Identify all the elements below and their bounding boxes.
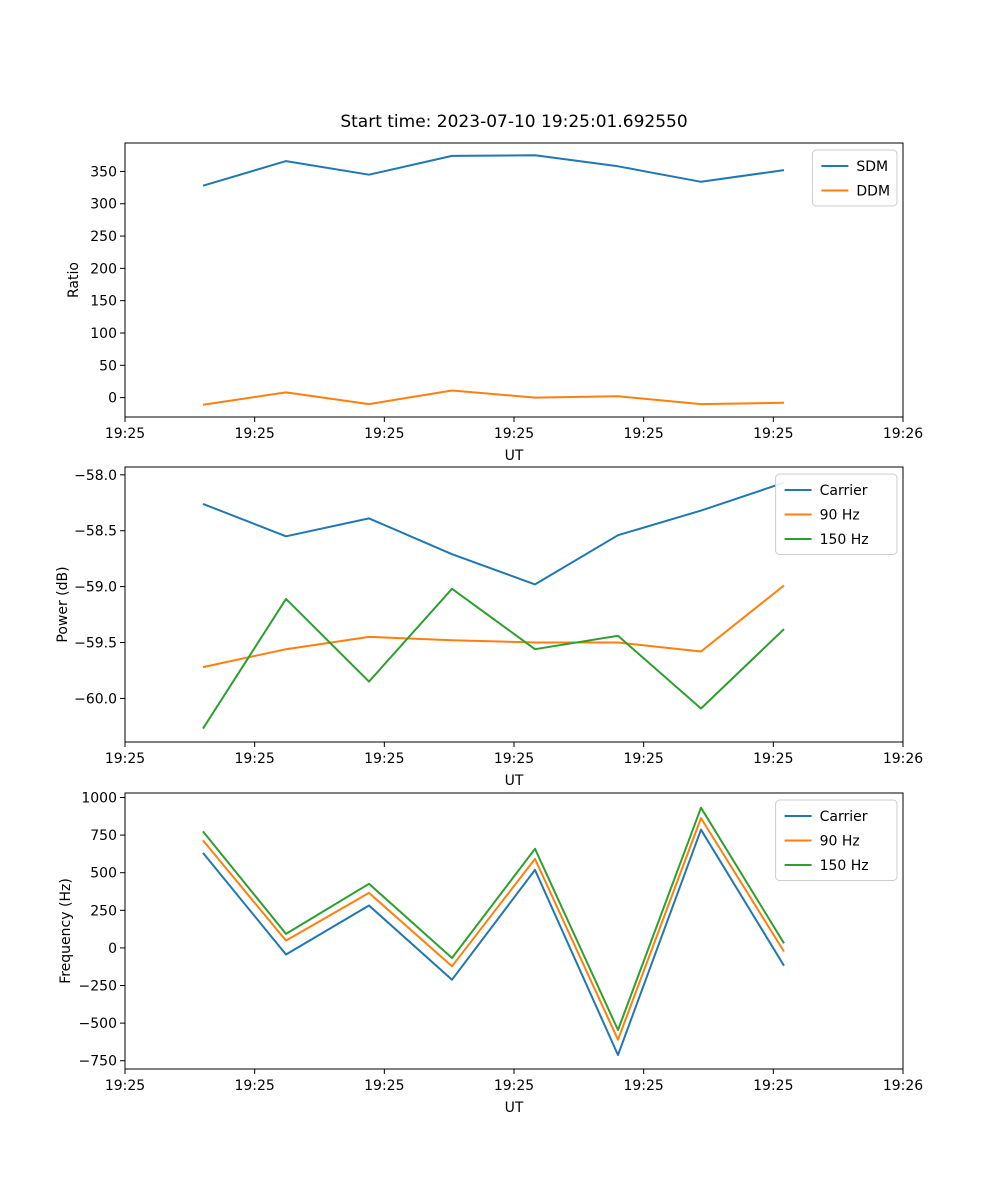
y-tick-label: 1000: [81, 790, 117, 807]
y-tick-label: −250: [78, 978, 117, 995]
figure-title: Start time: 2023-07-10 19:25:01.692550: [340, 112, 688, 132]
plot-1-frame: [125, 143, 903, 417]
plot-3-x-axis: [105, 1069, 923, 1094]
plot-3-y-axis: [79, 791, 125, 1070]
y-tick-label: −60.0: [74, 691, 117, 708]
plot-3-ylabel: Frequency (Hz): [58, 878, 74, 984]
plot-1-ylabel: Ratio: [66, 262, 82, 298]
x-tick-label: 19:25: [753, 751, 794, 767]
90-hz-line: [203, 818, 784, 1040]
x-tick-label: 19:25: [104, 426, 146, 442]
plot-1-x-axis: [105, 417, 923, 442]
y-tick-label: 750: [90, 828, 117, 845]
x-tick-label: 19:25: [753, 426, 794, 442]
legend-label: 90 Hz: [819, 507, 860, 524]
plot-1-legend: [812, 150, 897, 206]
x-tick-label: 19:25: [753, 1078, 794, 1094]
x-tick-label: 19:25: [493, 426, 535, 442]
plot-2-legend: [776, 474, 897, 555]
legend-label: Carrier: [819, 809, 868, 825]
x-tick-label: 19:25: [104, 1078, 146, 1094]
x-tick-label: 19:25: [623, 426, 664, 442]
y-tick-label: 500: [90, 865, 117, 882]
x-tick-label: 19:25: [104, 751, 146, 767]
y-tick-label: −58.5: [74, 523, 117, 540]
y-tick-label: 250: [90, 903, 117, 920]
legend-label: 150 Hz: [819, 858, 869, 874]
carrier-line: [203, 830, 784, 1055]
legend-label: 150 Hz: [819, 532, 869, 548]
y-tick-label: 50: [99, 358, 117, 375]
x-tick-label: 19:25: [623, 1078, 664, 1094]
plot-2-x-axis: [105, 742, 923, 767]
y-tick-label: −500: [78, 1016, 117, 1033]
plot-3: [58, 791, 923, 1116]
plot-1-xlabel: UT: [504, 448, 524, 464]
y-tick-label: 150: [90, 293, 117, 310]
90-hz-line: [203, 586, 784, 668]
x-tick-label: 19:26: [882, 426, 924, 442]
plot-3-xlabel: UT: [504, 1100, 524, 1116]
y-tick-label: −59.0: [74, 579, 117, 596]
x-tick-label: 19:25: [493, 1078, 535, 1094]
y-tick-label: 250: [90, 229, 117, 246]
150-hz-line: [203, 589, 784, 729]
plot-3-legend: [776, 800, 897, 881]
x-tick-label: 19:25: [234, 1078, 275, 1094]
x-tick-label: 19:26: [882, 1078, 924, 1094]
y-tick-label: −59.5: [74, 635, 117, 652]
plot-2-xlabel: UT: [504, 773, 524, 789]
legend-label: DDM: [856, 183, 891, 200]
x-tick-label: 19:25: [623, 751, 664, 767]
y-tick-label: 300: [90, 196, 117, 213]
legend-label: Carrier: [819, 483, 868, 499]
legend-label: SDM: [856, 159, 889, 175]
y-tick-label: 0: [108, 940, 117, 957]
x-tick-label: 19:26: [882, 751, 924, 767]
x-tick-label: 19:25: [364, 751, 405, 767]
plot-2-ylabel: Power (dB): [55, 566, 71, 643]
plot-2-y-axis: [74, 468, 125, 708]
legend-label: 90 Hz: [819, 833, 860, 850]
y-tick-label: 200: [90, 261, 117, 278]
plot-1-y-axis: [90, 164, 125, 406]
sdm-line: [203, 155, 784, 185]
x-tick-label: 19:25: [364, 1078, 405, 1094]
plot-2: [55, 467, 923, 789]
ddm-line: [203, 391, 784, 405]
plot-1: [66, 143, 923, 464]
y-tick-label: −750: [78, 1053, 117, 1070]
x-tick-label: 19:25: [364, 426, 405, 442]
x-tick-label: 19:25: [234, 426, 275, 442]
x-tick-label: 19:25: [493, 751, 535, 767]
y-tick-label: 100: [90, 325, 117, 342]
y-tick-label: −58.0: [74, 467, 117, 484]
y-tick-label: 350: [90, 164, 117, 181]
x-tick-label: 19:25: [234, 751, 275, 767]
carrier-line: [203, 483, 784, 585]
y-tick-label: 0: [108, 390, 117, 407]
